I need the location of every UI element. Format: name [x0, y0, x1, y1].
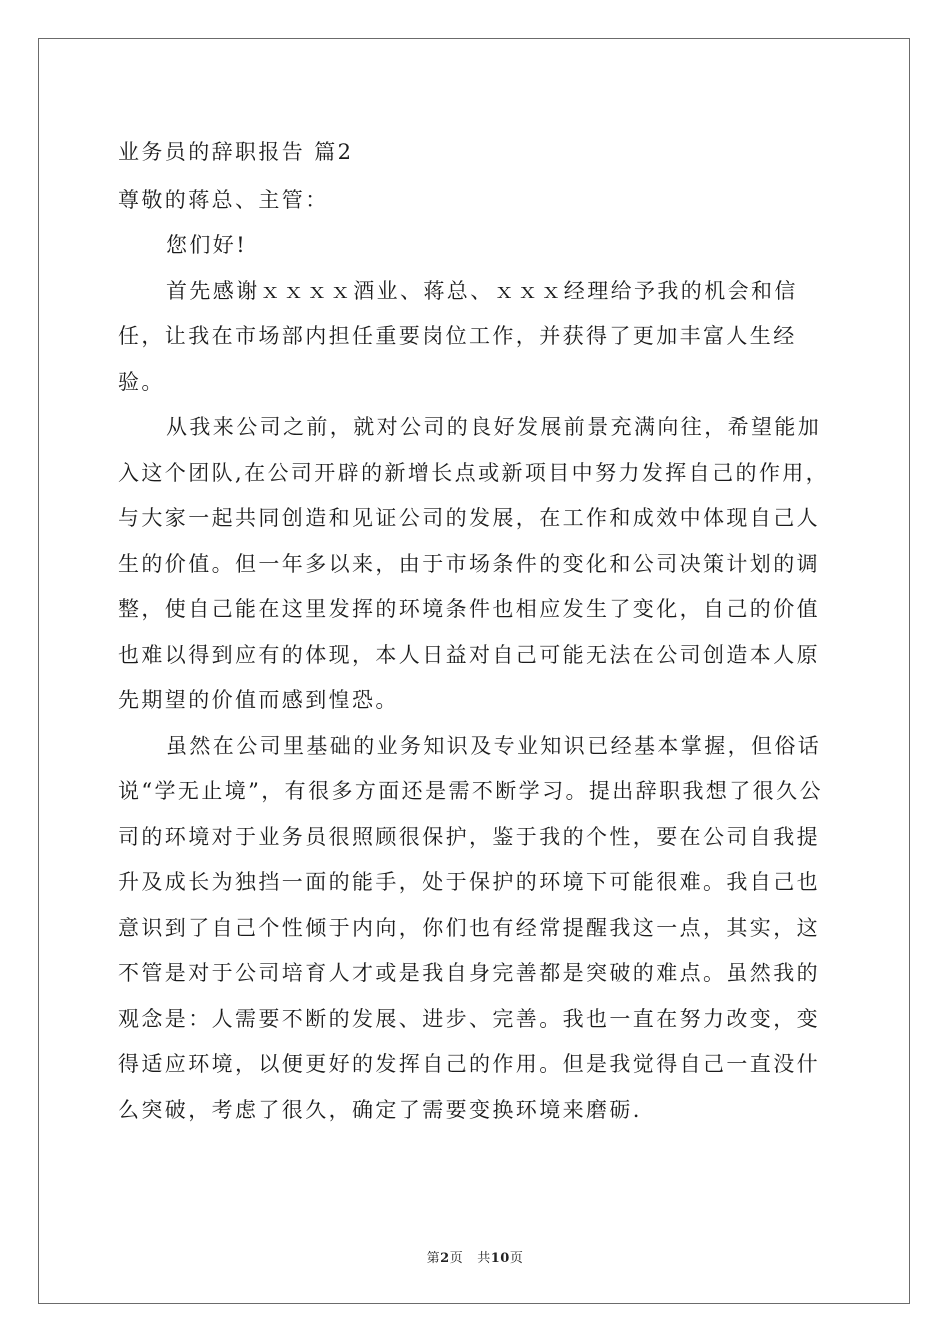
paragraph-3: 虽然在公司里基础的业务知识及专业知识已经基本掌握，但俗话说“学无止境”，有很多方面还是需不断学习。提出辞职我想了很久公司的环境对于业务员很照顾很保护，鉴于我的个性，要在公司自我提升及成长为独挡一面的能手，处于保护的环境下可能很难。我自己也意识到了自己个性倾于内向，你们也有经常提醒我这一点，其实，这不管是对于公司培育人才或是我自身完善都是突破的难点。虽然我的观念是：人需要不断的发展、进步、完善。我也一直在努力改变，变得适应环境，以便更好的发挥自己的作用。但是我觉得自己一直没什么突破，考虑了很久，确定了需要变换环境来磨砺.	[118, 733, 823, 1122]
salutation: 尊敬的蒋总、主管：	[118, 187, 329, 212]
page-number: 2	[440, 1251, 450, 1266]
document-body	[118, 130, 838, 1133]
total-suffix: 页	[509, 1251, 524, 1266]
page-suffix: 页	[449, 1251, 464, 1266]
total-pages: 10	[490, 1251, 510, 1266]
page-prefix: 第	[426, 1251, 441, 1266]
page-footer	[0, 1247, 950, 1266]
paragraph-1: 首先感谢ｘｘｘｘ酒业、蒋总、ｘｘｘ经理给予我的机会和信任，让我在市场部内担任重要岗位工作，并获得了更加丰富人生经验。	[118, 278, 798, 394]
greeting: 您们好!	[166, 233, 248, 257]
document-title: 业务员的辞职报告 篇2	[118, 140, 354, 164]
paragraph-2: 从我来公司之前，就对公司的良好发展前景充满向往，希望能加入这个团队,在公司开辟的新增长点或新项目中努力发挥自己的作用，与大家一起共同创造和见证公司的发展，在工作和成效中体现自己人生的价值。但一年多以来，由于市场条件的变化和公司决策计划的调整，使自己能在这里发挥的环境条件也相应发生了变化，自己的价值也难以得到应有的体现，本人日益对自己可能无法在公司创造本人原先期望的价值而感到惶恐。	[118, 415, 830, 712]
total-prefix: 共	[477, 1251, 491, 1266]
